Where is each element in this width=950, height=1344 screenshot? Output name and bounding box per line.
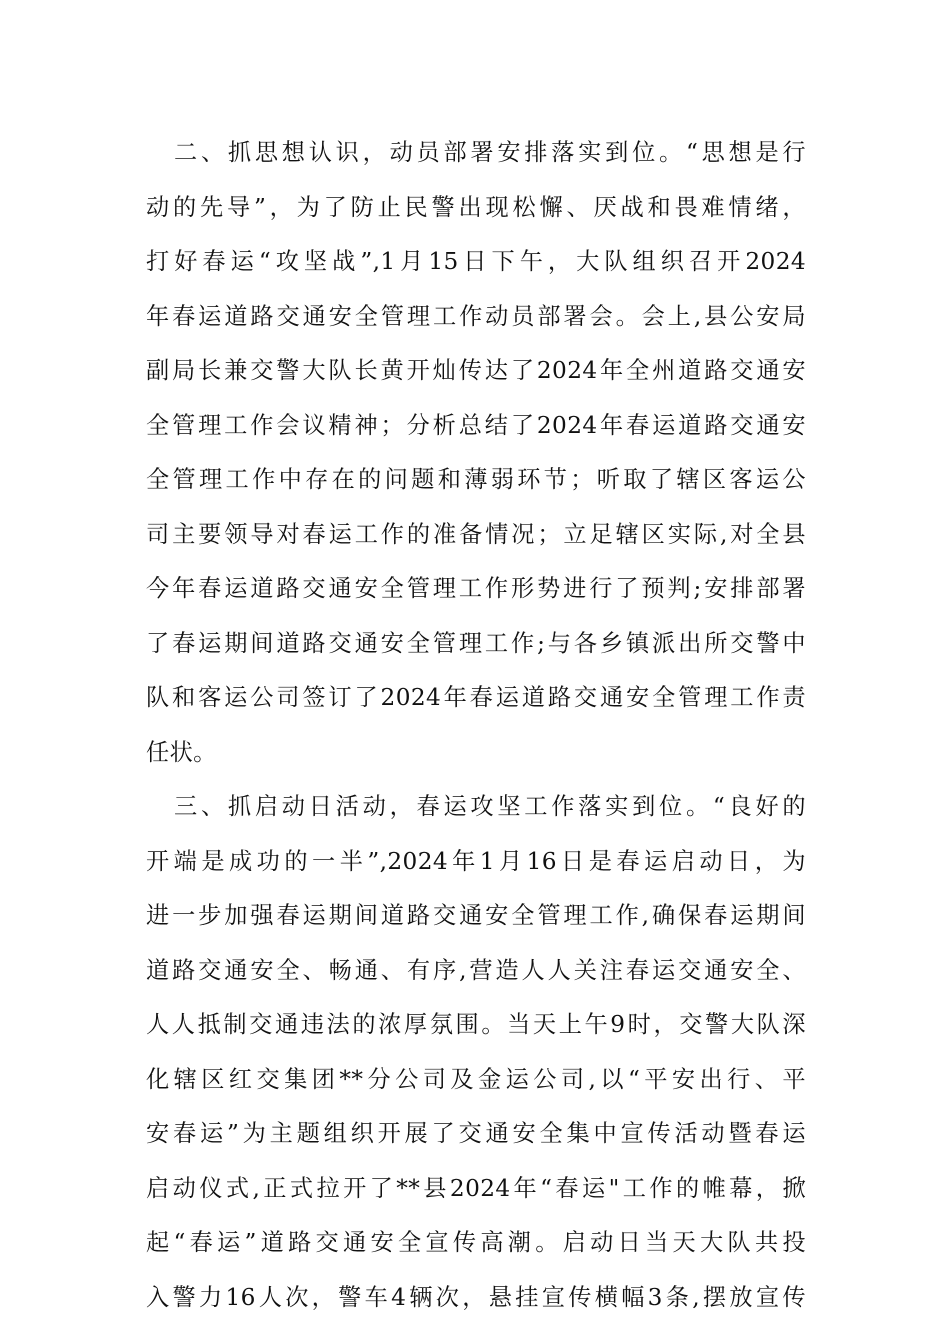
body-text — [146, 126, 806, 1325]
paragraph-line: 司主要领导对春运工作的准备情况；立足辖区实际,对全县 — [146, 520, 806, 548]
paragraph-line: 全管理工作中存在的问题和薄弱环节；听取了辖区客运公 — [146, 466, 806, 493]
paragraph-line: 开端是成功的一半”,2024年1月16日是春运启动日，为 — [146, 847, 806, 875]
paragraph-line: 副局长兼交警大队长黄开灿传达了2024年全州道路交通安 — [146, 357, 806, 384]
paragraph-line: 任状。 — [146, 738, 217, 766]
paragraph-line: 安春运”为主题组织开展了交通安全集中宣传活动暨春运 — [146, 1120, 806, 1147]
paragraph-line: 化辖区红交集团**分公司及金运公司,以“平安出行、平 — [146, 1065, 806, 1093]
paragraph-line: 年春运道路交通安全管理工作动员部署会。会上,县公安局 — [146, 302, 806, 330]
paragraph-line: 动的先导”，为了防止民警出现松懈、厌战和畏难情绪， — [146, 193, 806, 221]
paragraph-line: 进一步加强春运期间道路交通安全管理工作,确保春运期间 — [146, 902, 806, 929]
paragraph-line: 道路交通安全、畅通、有序,营造人人关注春运交通安全、 — [146, 956, 806, 984]
paragraph-line: 了春运期间道路交通安全管理工作;与各乡镇派出所交警中 — [146, 629, 806, 657]
paragraph-line: 全管理工作会议精神；分析总结了2024年春运道路交通安 — [146, 411, 806, 439]
paragraph-line: 入警力16人次，警车4辆次，悬挂宣传横幅3条,摆放宣传 — [146, 1283, 806, 1311]
paragraph-line: 起“春运”道路交通安全宣传高潮。启动日当天大队共投 — [146, 1229, 806, 1256]
paragraph-line: 人人抵制交通违法的浓厚氛围。当天上午9时，交警大队深 — [146, 1011, 806, 1038]
paragraph-line: 队和客运公司签订了2024年春运道路交通安全管理工作责 — [146, 684, 806, 711]
paragraph-line: 三、抓启动日活动，春运攻坚工作落实到位。“良好的 — [174, 793, 806, 820]
paragraph-line: 二、抓思想认识，动员部署安排落实到位。“思想是行 — [174, 139, 806, 166]
paragraph-line: 打好春运“攻坚战”,1月15日下午，大队组织召开2024 — [146, 248, 806, 275]
paragraph-line: 启动仪式,正式拉开了**县2024年“春运"工作的帷幕，掀 — [146, 1174, 806, 1202]
paragraph-line: 今年春运道路交通安全管理工作形势进行了预判;安排部署 — [146, 575, 806, 602]
